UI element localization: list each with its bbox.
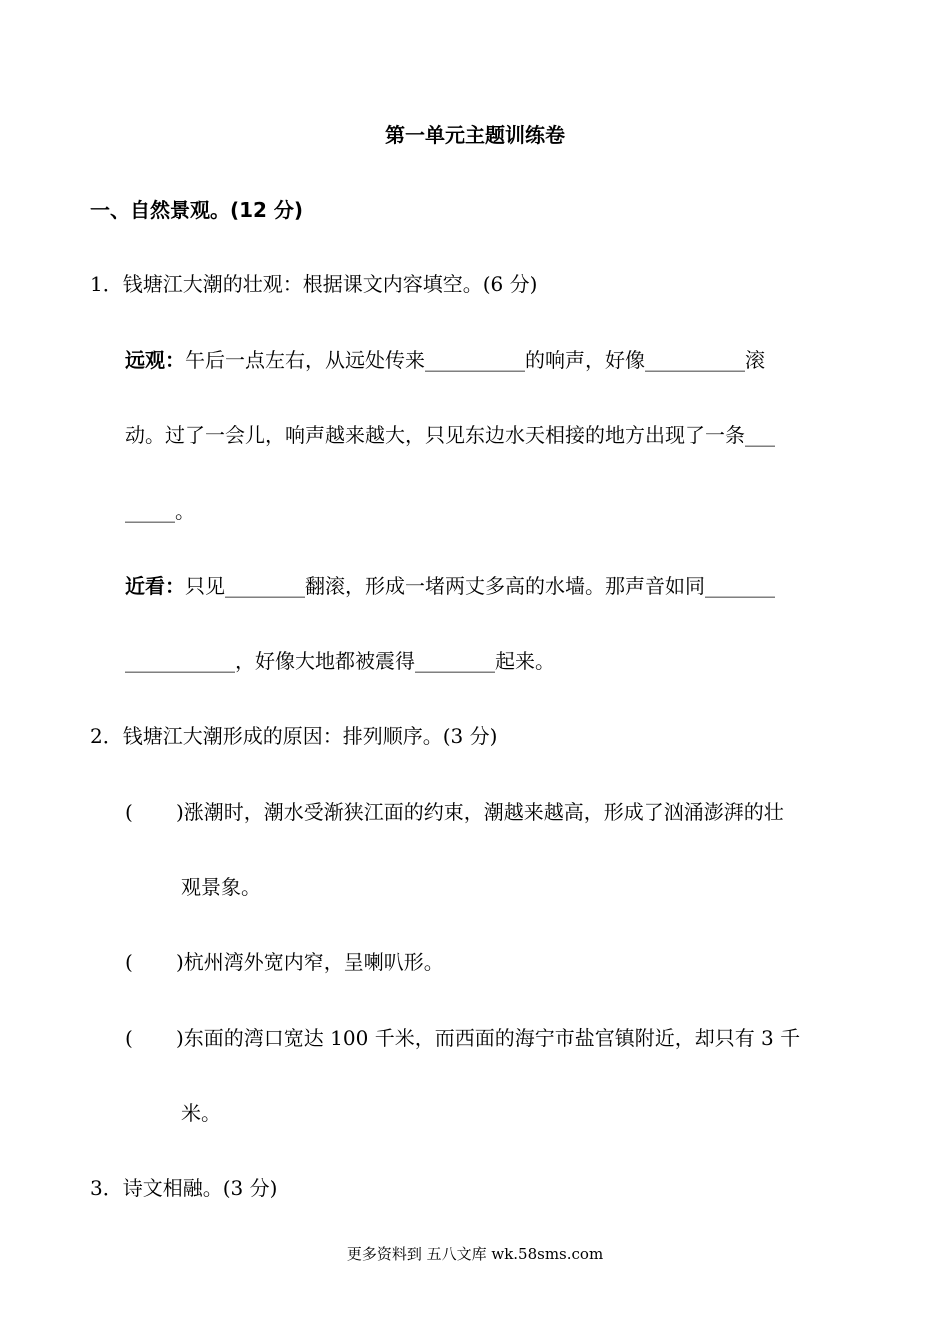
question-2-heading: 2．钱塘江大潮形成的原因：排列顺序。(3 分) — [90, 724, 498, 748]
order-bracket-3[interactable]: ( — [125, 1026, 133, 1050]
question-1-heading: 1．钱塘江大潮的壮观：根据课文内容填空。(6 分) — [90, 272, 538, 296]
order-bracket-1[interactable]: ( — [125, 800, 133, 824]
q1-near-line-2: ___________，好像大地都被震得________起来。 — [125, 649, 555, 673]
order-item-3-line-1: )东面的湾口宽达 100 千米，而西面的海宁市盐官镇附近，却只有 3 千 — [176, 1026, 801, 1050]
order-item-3-line-2: 米。 — [181, 1101, 221, 1125]
far-label: 远观： — [125, 348, 185, 372]
order-item-1-line-1: )涨潮时，潮水受渐狭江面的约束，潮越来越高，形成了汹涌澎湃的壮 — [176, 800, 784, 824]
page-title: 第一单元主题训练卷 — [385, 123, 565, 147]
q1-far-line-3: _____。 — [125, 499, 195, 523]
order-bracket-2[interactable]: ( — [125, 950, 133, 974]
footer-text: 更多资料到 五八文库 wk.58sms.com — [346, 1245, 604, 1263]
section-heading-1: 一、自然景观。(12 分) — [90, 198, 304, 222]
q1-far-line-1 — [125, 346, 765, 374]
q1-far-line-2: 动。过了一会儿，响声越来越大，只见东边水天相接的地方出现了一条___ — [125, 423, 775, 447]
near-label: 近看： — [125, 574, 185, 598]
q1-near-line-1 — [125, 572, 775, 600]
near-text-1: 只见________翻滚，形成一堵两丈多高的水墙。那声音如同_______ — [185, 574, 775, 598]
far-text-1: 午后一点左右，从远处传来__________的响声，好像__________滚 — [185, 348, 765, 372]
order-item-1-line-2: 观景象。 — [181, 875, 261, 899]
order-item-2-line-1: )杭州湾外宽内窄，呈喇叭形。 — [176, 950, 444, 974]
question-3-heading: 3．诗文相融。(3 分) — [90, 1176, 278, 1200]
